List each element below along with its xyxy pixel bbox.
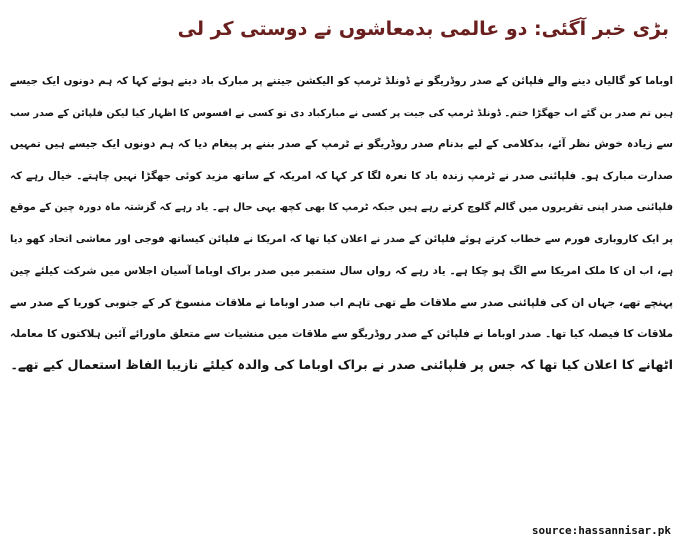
body-line: سے زیادہ خوش نظر آئے، بدکلامی کے لیے بدنام صدر روڈریگو نے ٹرمپ کے صدر بننے پر پیغام دیا کہ ہم دونوں ایک جیسے ہیں تمہیں <box>10 138 673 151</box>
body-line: اٹھانے کا اعلان کیا تھا کہ جس پر فلپائنی صدر نے براک اوباما کی والدہ کیلئے نازیبا الفاظ استعمال کیے تھے۔ <box>10 358 673 374</box>
body-line: پر ایک کاروباری فورم سے خطاب کرتے ہوئے فلپائن کے صدر نے اعلان کیا تھا کہ امریکا نے فلپائن کیساتھ فوجی اور معاشی اتحاد کھو دیا <box>10 233 673 245</box>
body-line: اوباما کو گالیاں دینے والے فلپائن کے صدر روڈریگو نے ڈونلڈ ٹرمپ کو الیکشن جیتنے پر مبارک باد دیتے ہوئے کہا کہ ہم دونوں ایک جیسے <box>10 75 673 87</box>
body-line: ہیں تم صدر بن گئے اب جھگڑا ختم۔ ڈونلڈ ٹرمپ کی جیت پر کسی نے مبارکباد دی تو کسی نے افسوس کا اظہار کیا لیکن فلپائن کے صدر سب <box>10 107 673 119</box>
article-body <box>10 66 673 382</box>
body-line: ہے، اب ان کا ملک امریکا سے الگ ہو چکا ہے۔ یاد رہے کہ رواں سال ستمبر میں صدر براک اوباما آسیان اجلاس میں شرکت کیلئے چین <box>10 264 673 277</box>
article-headline: بڑی خبر آگئی: دو عالمی بدمعاشوں نے دوستی کر لی <box>177 18 669 40</box>
source-attribution: source:hassannisar.pk <box>531 524 671 537</box>
body-line: ملاقات کا فیصلہ کیا تھا۔ صدر اوباما نے فلپائن کے صدر روڈریگو سے ملاقات میں منشیات سے متعلق ماورائے آئین ہلاکتوں کا معاملہ <box>10 327 673 340</box>
body-line: فلپائنی صدر اپنی تقریروں میں گالم گلوچ کرتے رہے ہیں جبکہ ٹرمپ کا بھی کچھ یہی حال ہے۔ یاد رہے کہ گزشتہ ماہ دورہ چین کے موقع <box>10 202 673 214</box>
body-line: صدارت مبارک ہو۔ فلپائنی صدر نے ٹرمپ زندہ باد کا نعرہ لگا کر کہا کہ امریکہ کے ساتھ مزید کوئی جھگڑا نہیں چاہتے۔ خیال رہے کہ <box>10 169 673 182</box>
body-line: پہنچے تھے، جہاں ان کی فلپائنی صدر سے ملاقات طے تھی تاہم اب صدر اوباما نے ملاقات منسوخ کر کے جنوبی کوریا کے صدر سے <box>10 296 673 310</box>
